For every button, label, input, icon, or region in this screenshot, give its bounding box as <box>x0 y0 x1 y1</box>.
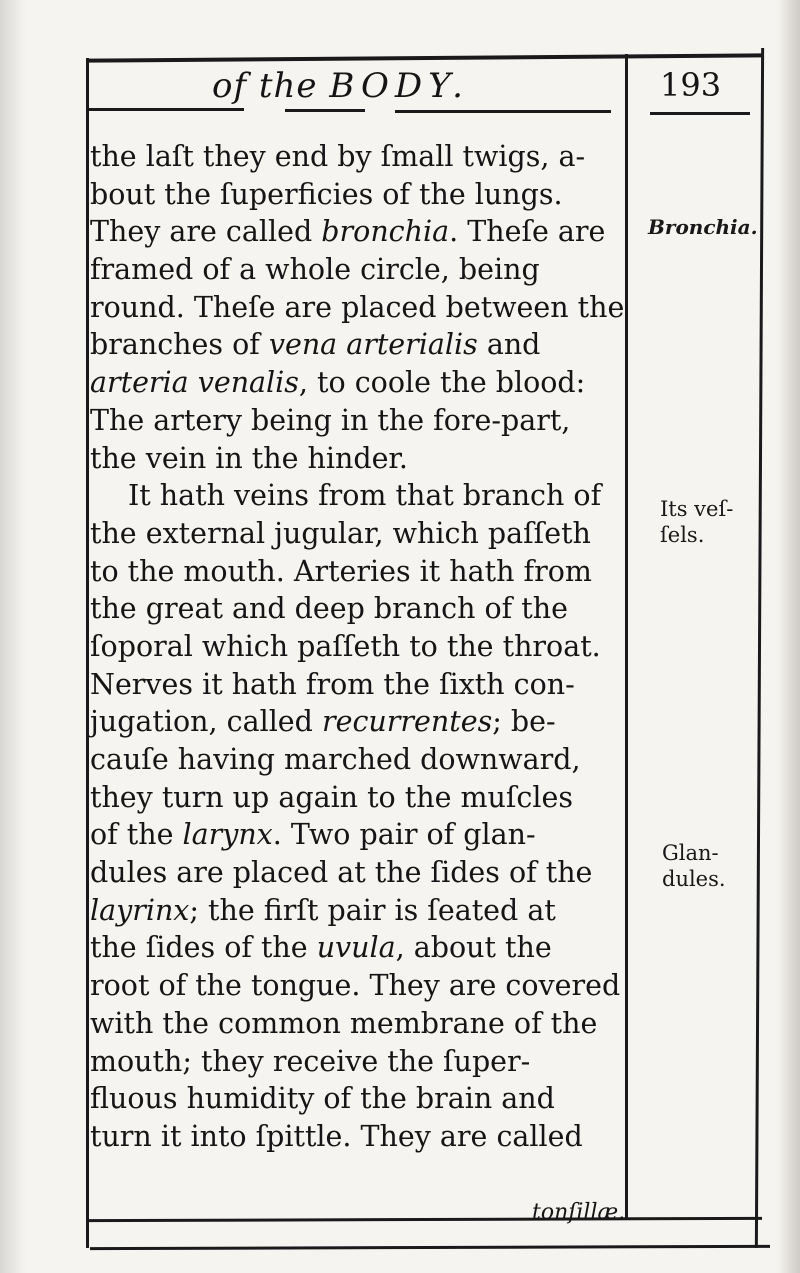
text-line: bout the ſuperficies of the lungs. <box>90 177 563 211</box>
text-line: cauſe having marched downward, <box>90 743 581 776</box>
italic-term: vena arterialis <box>268 328 478 362</box>
paragraph-start-line: It hath veins from that branch of <box>128 479 602 513</box>
body-text <box>90 138 625 1156</box>
italic-term: layrinx <box>90 893 190 927</box>
running-head-prefix: of the <box>212 66 318 106</box>
top-rule <box>86 53 762 62</box>
text-line: the vein in the hinder. <box>90 441 408 475</box>
italic-term: bronchia <box>321 215 450 249</box>
text-line: round. Theſe are placed between the <box>90 290 625 324</box>
text-line: arteria venalis, to coole the blood: <box>90 366 586 400</box>
text-line: layrinx; the firſt pair is ſeated at <box>90 893 556 927</box>
text-line: jugation, called recurrentes; be- <box>90 705 556 739</box>
text-line: with the common membrane of the <box>90 1006 598 1040</box>
header-rule <box>86 108 244 111</box>
text-line: dules are placed at the ſides of the <box>90 856 593 890</box>
page-number: 193 <box>660 66 722 104</box>
text-line: mouth; they receive the ſuper- <box>90 1044 531 1078</box>
italic-term: recurrentes <box>321 705 493 739</box>
text-line: fluous humidity of the brain and <box>90 1082 555 1116</box>
text-line: the laſt they end by ſmall twigs, a- <box>90 140 586 173</box>
italic-term: larynx <box>182 818 273 852</box>
margin-note-vessels: Its veſ- ſels. <box>660 497 734 547</box>
left-frame-rule <box>86 58 89 1248</box>
text-line: the great and deep branch of the <box>90 592 568 626</box>
italic-term: uvula <box>316 931 396 965</box>
text-line: turn it into ſpittle. They are called <box>90 1119 583 1153</box>
running-head-title: BODY. <box>329 66 469 106</box>
header-rule <box>285 109 365 112</box>
italic-term: arteria venalis <box>90 366 299 400</box>
running-head <box>212 66 469 106</box>
text-line: They are called bronchia. Theſe are <box>90 215 606 249</box>
text-line: root of the tongue. They are covered <box>90 969 621 1003</box>
text-line: The artery being in the fore-part, <box>90 403 571 437</box>
header-rule <box>650 112 750 115</box>
bottom-rule <box>86 1217 762 1222</box>
binding-shadow <box>0 0 26 1273</box>
text-line: to the mouth. Arteries it hath from <box>90 554 592 588</box>
header-rule <box>395 110 611 113</box>
text-line: branches of vena arterialis and <box>90 328 541 362</box>
text-line: they turn up again to the muſcles <box>90 780 573 814</box>
text-line: Nerves it hath from the ſixth con- <box>90 667 575 701</box>
margin-column-rule <box>625 54 628 1218</box>
catchword: tonſillæ. <box>532 1200 626 1225</box>
text-line: the ſides of the uvula, about the <box>90 931 552 965</box>
margin-note-glandules: Glan- dules. <box>662 841 726 891</box>
page-edge <box>778 0 800 1273</box>
bottom-rule <box>90 1245 770 1250</box>
text-line: framed of a whole circle, being <box>90 253 540 287</box>
margin-note-bronchia: Bronchia. <box>648 215 758 239</box>
text-line: of the larynx. Two pair of glan- <box>90 818 536 852</box>
text-line: ſoporal which paſſeth to the throat. <box>90 629 601 663</box>
text-line: the external jugular, which paſſeth <box>90 516 591 550</box>
